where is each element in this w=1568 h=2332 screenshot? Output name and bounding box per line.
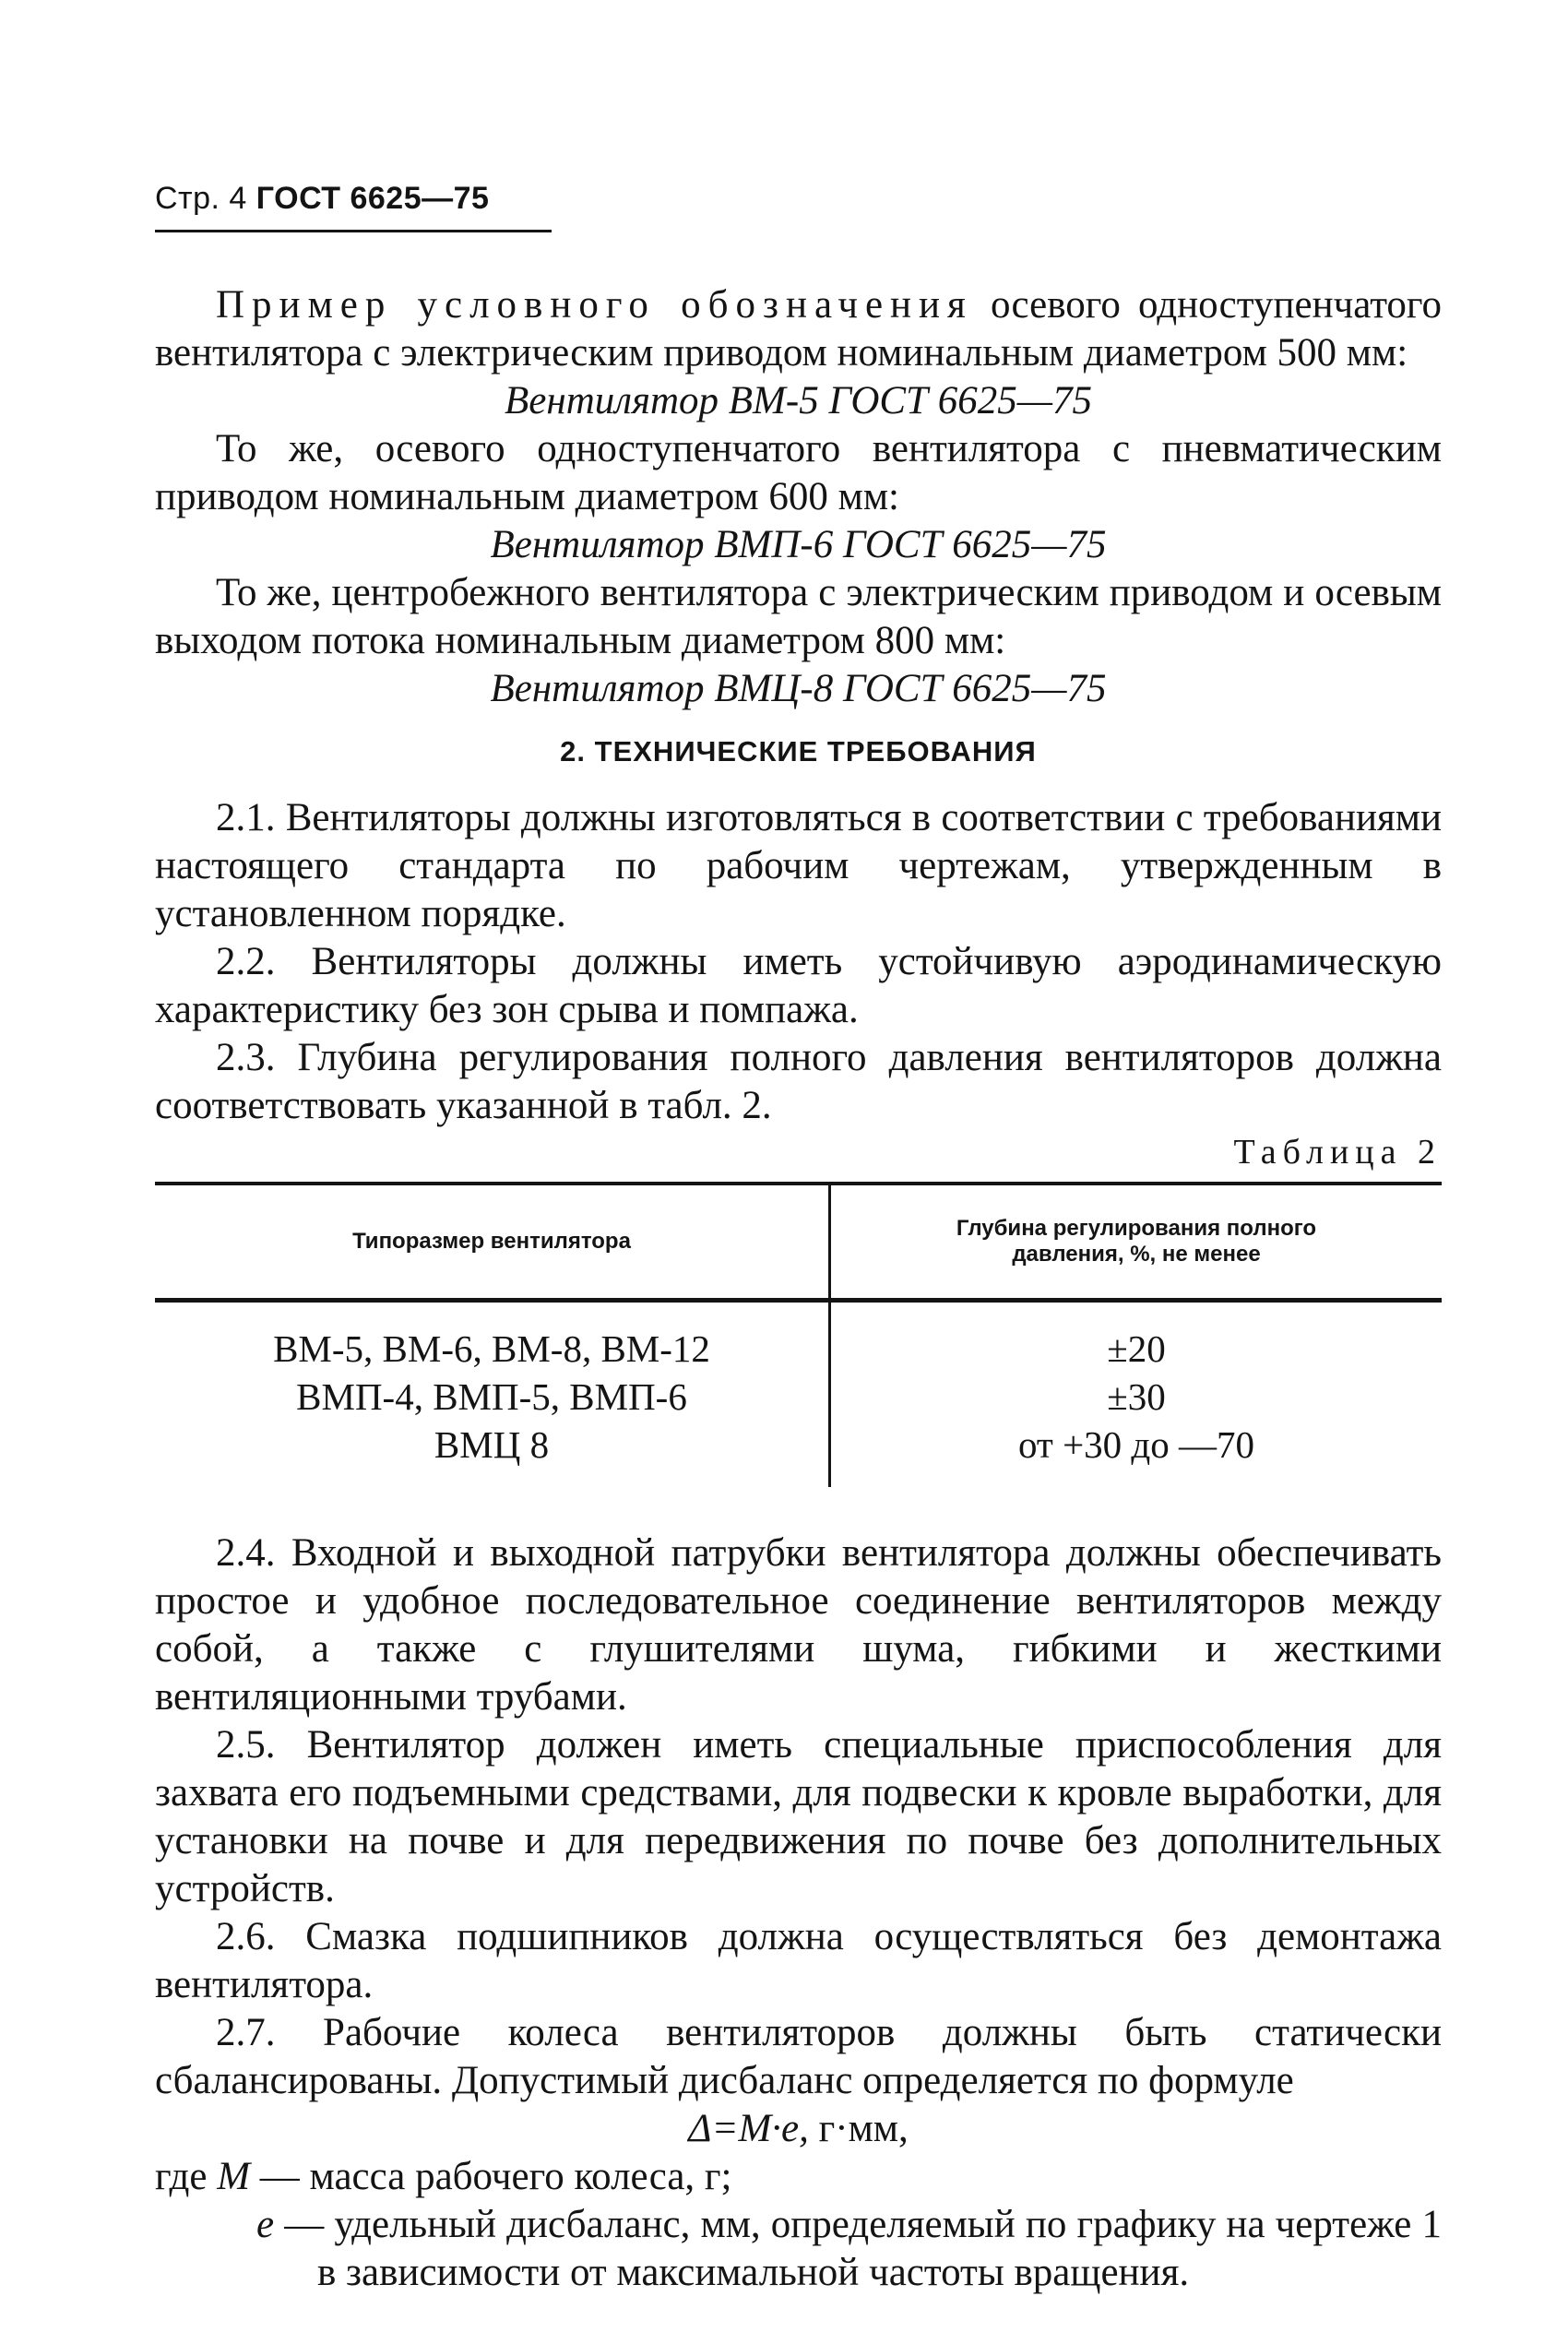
table-cell: ±20	[1107, 1327, 1166, 1370]
clause-2-3: 2.3. Глубина регулирования полного давления вентиляторов должна соответствовать указанной в табл. 2.	[155, 1036, 1442, 1127]
where-e	[155, 2201, 1442, 2297]
formula-expression: Δ=M·e,	[688, 2107, 809, 2150]
table-col-depth	[831, 1325, 1442, 1469]
table-cell: ±30	[1107, 1375, 1166, 1418]
example-intro	[155, 281, 1442, 377]
clause-2-2: 2.2. Вентиляторы должны иметь устойчивую аэродинамическую характеристику без зон срыва и помпажа.	[155, 940, 1442, 1031]
section-title: 2. ТЕХНИЧЕСКИЕ ТРЕБОВАНИЯ	[560, 735, 1037, 767]
where-m-definition: — масса рабочего колеса, г;	[250, 2155, 732, 2198]
formula-unit: г·мм,	[808, 2107, 909, 2150]
formula	[155, 2105, 1442, 2153]
designation-1: Вентилятор ВМ-5 ГОСТ 6625—75	[505, 379, 1092, 422]
clause-2-4: 2.4. Входной и выходной патрубки вентилятора должны обеспечивать простое и удобное последовательное соединение вентиляторов между собой, а также с глушителями шума, гибкими и жесткими вентиляционными трубами.	[155, 1531, 1442, 1719]
clause-2-6: 2.6. Смазка подшипников должна осуществляться без демонтажа вентилятора.	[155, 1915, 1442, 2006]
page-label: Стр. 4	[155, 181, 247, 216]
header-rule	[155, 230, 552, 232]
table-header-depth	[831, 1185, 1442, 1298]
symbol-m: M	[217, 2155, 251, 2198]
table-cell: ВМ-5, ВМ-6, ВМ-8, ВМ-12	[273, 1327, 710, 1370]
table-header-size: Типоразмер вентилятора	[352, 1229, 631, 1254]
table-cell: от +30 до —70	[1017, 1423, 1255, 1466]
main-text	[155, 281, 1442, 2297]
example-same-3: То же, центробежного вентилятора с электрическим приводом и осевым выходом потока номинальным диаметром 800 мм:	[155, 571, 1442, 662]
symbol-e: e	[256, 2203, 275, 2246]
clause-2-5: 2.5. Вентилятор должен иметь специальные приспособления для захвата его подъемными средствами, для подвески к кровле выработки, для установки на почве и для передвижения по почве без дополнительных устройств.	[155, 1723, 1442, 1910]
table-caption: Таблица 2	[1233, 1133, 1442, 1172]
where-e-definition: — удельный дисбаланс, мм, определяемый по графику на чертеже 1 в зависимости от максимальной частоты вращения.	[274, 2203, 1442, 2294]
table-cell: ВМП-4, ВМП-5, ВМП-6	[296, 1375, 687, 1418]
table-header	[155, 1185, 1442, 1298]
designation-3: Вентилятор ВМЦ-8 ГОСТ 6625—75	[490, 667, 1107, 710]
table-col-size	[155, 1325, 828, 1469]
designation-2: Вентилятор ВМП-6 ГОСТ 6625—75	[490, 523, 1107, 566]
example-intro-rest: осевого одноступенчатого вентилятора с электрическим приводом номинальным диаметром 500 мм:	[155, 283, 1442, 375]
table-body	[155, 1303, 1442, 1487]
standard-number: ГОСТ 6625—75	[255, 181, 490, 216]
example-intro-spaced: Пример условного обозначения	[216, 283, 973, 327]
table-header-depth-text: Глубина регулирования полного давления, %, не менее	[956, 1216, 1317, 1267]
table-cell: ВМЦ 8	[434, 1423, 550, 1466]
clause-2-7: 2.7. Рабочие колеса вентиляторов должны быть статически сбалансированы. Допустимый дисбаланс определяется по формуле	[155, 2011, 1442, 2102]
table-2	[155, 1182, 1442, 1487]
where-m	[155, 2153, 1442, 2201]
clause-2-1: 2.1. Вентиляторы должны изготовляться в соответствии с требованиями настоящего стандарта по рабочим чертежам, утвержденным в установленном порядке.	[155, 796, 1442, 935]
where-prefix: где	[155, 2155, 218, 2198]
example-same-2: То же, осевого одноступенчатого вентилятора с пневматическим приводом номинальным диаметром 600 мм:	[155, 427, 1442, 518]
page-header	[155, 181, 489, 217]
